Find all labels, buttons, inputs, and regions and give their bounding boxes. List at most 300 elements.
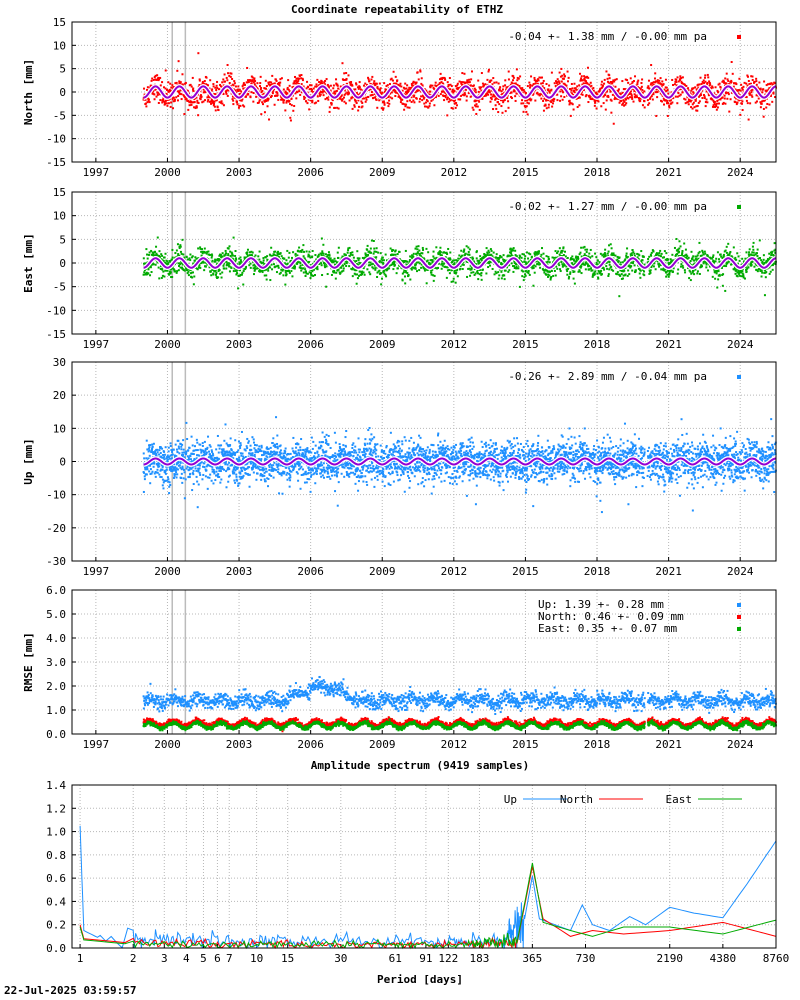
data-point	[718, 103, 720, 105]
data-point	[525, 92, 527, 94]
data-point	[706, 99, 708, 101]
data-point	[560, 270, 562, 272]
data-point	[218, 109, 220, 111]
data-point	[171, 84, 173, 86]
data-point	[672, 84, 674, 86]
data-point	[329, 111, 331, 113]
data-point	[403, 271, 405, 273]
data-point	[158, 267, 160, 269]
y-tick-label: -15	[46, 328, 66, 341]
data-point	[527, 272, 529, 274]
data-point	[422, 247, 424, 249]
data-point	[511, 262, 513, 264]
data-point	[395, 82, 397, 84]
data-point	[397, 267, 399, 269]
data-point	[262, 103, 264, 105]
data-point	[549, 261, 551, 263]
data-point	[674, 83, 676, 85]
data-point	[641, 78, 643, 80]
data-point	[143, 88, 145, 90]
data-point	[376, 247, 378, 249]
data-point	[489, 91, 491, 93]
data-point	[528, 270, 530, 272]
data-point	[639, 100, 641, 102]
data-point	[503, 254, 505, 256]
data-point	[454, 90, 456, 92]
data-point	[476, 257, 478, 259]
data-point	[489, 101, 491, 103]
data-point	[432, 255, 434, 257]
data-point	[468, 254, 470, 256]
data-point	[212, 274, 214, 276]
data-point	[487, 94, 489, 96]
data-point	[767, 83, 769, 85]
data-point	[457, 83, 459, 85]
data-point	[375, 256, 377, 258]
data-point	[170, 101, 172, 103]
data-point	[201, 248, 203, 250]
data-point	[641, 86, 643, 88]
data-point	[477, 272, 479, 274]
data-point	[435, 82, 437, 84]
data-point	[395, 76, 397, 78]
data-point	[274, 82, 276, 84]
data-point	[463, 248, 465, 250]
data-point	[226, 79, 228, 81]
x-tick-label: 2024	[726, 166, 754, 179]
data-point	[180, 246, 182, 248]
data-point	[680, 77, 682, 79]
data-point	[663, 83, 665, 85]
data-point	[498, 274, 500, 276]
data-point	[427, 251, 429, 253]
data-point	[304, 268, 306, 270]
data-point	[755, 80, 757, 82]
data-point	[393, 71, 395, 73]
data-point	[333, 270, 335, 272]
data-point	[385, 275, 387, 277]
data-point	[720, 87, 722, 89]
data-point	[164, 270, 166, 272]
data-point	[399, 83, 401, 85]
data-point	[430, 86, 432, 88]
data-point	[223, 268, 225, 270]
data-point	[540, 254, 542, 256]
data-point	[430, 262, 432, 264]
data-point	[372, 267, 374, 269]
data-point	[418, 250, 420, 252]
data-point	[277, 94, 279, 96]
data-point	[480, 274, 482, 276]
data-point	[260, 113, 262, 115]
data-point	[559, 90, 561, 92]
data-point	[424, 270, 426, 272]
data-point	[159, 256, 161, 258]
data-point	[578, 84, 580, 86]
data-point	[546, 255, 548, 257]
x-tick-label: 2015	[512, 338, 539, 351]
data-point	[217, 106, 219, 108]
data-point	[413, 95, 415, 97]
data-point	[440, 73, 442, 75]
data-point	[432, 259, 434, 261]
data-point	[373, 253, 375, 255]
data-point	[446, 253, 448, 255]
data-point	[442, 265, 444, 267]
data-point	[624, 88, 626, 90]
data-point	[161, 255, 163, 257]
data-point	[242, 284, 244, 286]
data-point	[497, 271, 499, 273]
data-point	[283, 258, 285, 260]
data-point	[266, 85, 268, 87]
data-point	[368, 80, 370, 82]
data-point	[541, 247, 543, 249]
data-point	[371, 91, 373, 93]
data-point	[171, 276, 173, 278]
data-point	[760, 106, 762, 108]
data-point	[471, 267, 473, 269]
data-point	[425, 248, 427, 250]
data-point	[393, 254, 395, 256]
data-point	[365, 101, 367, 103]
data-point	[175, 96, 177, 98]
y-tick-label: 15	[52, 186, 66, 199]
data-point	[648, 102, 650, 104]
data-point	[642, 104, 644, 106]
data-point	[514, 95, 516, 97]
data-point	[643, 90, 645, 92]
data-point	[446, 114, 448, 116]
data-point	[501, 112, 503, 114]
data-point	[707, 76, 709, 78]
data-point	[253, 77, 255, 79]
data-point	[149, 274, 151, 276]
data-point	[408, 274, 410, 276]
data-point	[229, 82, 231, 84]
data-point	[679, 75, 681, 77]
data-point	[359, 81, 361, 83]
data-point	[316, 79, 318, 81]
data-point	[232, 100, 234, 102]
data-point	[449, 252, 451, 254]
data-point	[644, 106, 646, 108]
data-point	[545, 274, 547, 276]
data-point	[311, 100, 313, 102]
data-point	[341, 62, 343, 64]
data-point	[548, 274, 550, 276]
data-point	[685, 85, 687, 87]
data-point	[429, 103, 431, 105]
data-point	[391, 78, 393, 80]
data-point	[705, 105, 707, 107]
data-point	[312, 250, 314, 252]
data-point	[516, 68, 518, 70]
data-point	[384, 104, 386, 106]
data-point	[225, 252, 227, 254]
data-point	[416, 82, 418, 84]
data-point	[477, 106, 479, 108]
data-point	[579, 97, 581, 99]
data-point	[233, 237, 235, 239]
data-point	[502, 85, 504, 87]
data-point	[314, 274, 316, 276]
data-point	[170, 106, 172, 108]
data-point	[262, 257, 264, 259]
data-point	[463, 81, 465, 83]
data-point	[505, 110, 507, 112]
data-point	[247, 249, 249, 251]
data-point	[179, 263, 181, 265]
data-point	[388, 267, 390, 269]
data-point	[550, 89, 552, 91]
data-point	[527, 85, 529, 87]
data-point	[158, 277, 160, 279]
data-point	[181, 98, 183, 100]
data-point	[511, 97, 513, 99]
data-point	[184, 270, 186, 272]
data-point	[203, 262, 205, 264]
data-point	[265, 88, 267, 90]
data-point	[151, 271, 153, 273]
data-point	[415, 248, 417, 250]
data-point	[413, 253, 415, 255]
data-point	[444, 79, 446, 81]
data-point	[406, 100, 408, 102]
data-point	[281, 255, 283, 257]
data-point	[671, 79, 673, 81]
data-point	[723, 102, 725, 104]
data-point	[346, 78, 348, 80]
data-point	[324, 80, 326, 82]
data-point	[210, 274, 212, 276]
data-point	[715, 105, 717, 107]
data-point	[707, 74, 709, 76]
data-point	[174, 252, 176, 254]
data-point	[633, 80, 635, 82]
data-point	[504, 99, 506, 101]
data-point	[556, 99, 558, 101]
data-point	[559, 72, 561, 74]
data-point	[192, 90, 194, 92]
data-point	[388, 100, 390, 102]
data-point	[434, 275, 436, 277]
data-point	[160, 84, 162, 86]
data-point	[446, 98, 448, 100]
data-point	[528, 82, 530, 84]
data-point	[166, 260, 168, 262]
data-point	[773, 93, 775, 95]
data-point	[219, 273, 221, 275]
data-point	[570, 90, 572, 92]
data-point	[216, 85, 218, 87]
data-point	[526, 251, 528, 253]
data-point	[312, 275, 314, 277]
data-point	[417, 71, 419, 73]
data-point	[562, 99, 564, 101]
data-point	[761, 103, 763, 105]
data-point	[280, 272, 282, 274]
data-point	[279, 82, 281, 84]
data-point	[643, 100, 645, 102]
data-point	[383, 107, 385, 109]
data-point	[302, 79, 304, 81]
x-tick-label: 2009	[368, 338, 396, 351]
data-point	[192, 255, 194, 257]
data-point	[266, 255, 268, 257]
data-point	[751, 76, 753, 78]
y-tick-label: -5	[52, 280, 66, 294]
data-point	[251, 82, 253, 84]
data-point	[307, 86, 309, 88]
data-point	[758, 98, 760, 100]
data-point	[533, 267, 535, 269]
data-point	[722, 97, 724, 99]
data-point	[242, 88, 244, 90]
data-point	[756, 100, 758, 102]
data-point	[260, 87, 262, 89]
data-point	[677, 76, 679, 78]
data-point	[356, 102, 358, 104]
data-point	[515, 100, 517, 102]
data-point	[158, 102, 160, 104]
data-point	[171, 249, 173, 251]
data-point	[392, 268, 394, 270]
data-point	[153, 93, 155, 95]
data-point	[391, 97, 393, 99]
data-point	[552, 102, 554, 104]
data-point	[148, 268, 150, 270]
data-point	[704, 97, 706, 99]
data-point	[289, 272, 291, 274]
data-point	[563, 96, 565, 98]
data-point	[259, 270, 261, 272]
data-point	[526, 105, 528, 107]
data-point	[350, 81, 352, 83]
data-point	[507, 100, 509, 102]
data-point	[728, 111, 730, 113]
x-tick-label: 2000	[154, 338, 181, 351]
data-point	[325, 286, 327, 288]
data-point	[472, 109, 474, 111]
data-point	[508, 78, 510, 80]
data-point	[397, 253, 399, 255]
data-point	[355, 100, 357, 102]
data-point	[515, 82, 517, 84]
data-point	[744, 82, 746, 84]
data-point	[677, 96, 679, 98]
data-point	[715, 86, 717, 88]
data-point	[471, 70, 473, 72]
data-point	[460, 95, 462, 97]
data-point	[658, 80, 660, 82]
data-point	[470, 84, 472, 86]
data-point	[738, 78, 740, 80]
data-point	[464, 93, 466, 95]
data-point	[196, 106, 198, 108]
data-point	[209, 254, 211, 256]
data-point	[416, 98, 418, 100]
x-tick-label: 1997	[82, 338, 110, 351]
data-point	[303, 251, 305, 253]
data-point	[453, 278, 455, 280]
data-point	[177, 99, 179, 101]
data-point	[700, 77, 702, 79]
data-point	[440, 93, 442, 95]
data-point	[572, 103, 574, 105]
data-point	[235, 259, 237, 261]
data-point	[378, 99, 380, 101]
data-point	[479, 109, 481, 111]
data-point	[374, 251, 376, 253]
spectrum-xlabel: Period [days]	[376, 973, 464, 986]
data-point	[236, 101, 238, 103]
data-point	[548, 106, 550, 108]
data-point	[280, 252, 282, 254]
data-point	[326, 78, 328, 80]
data-point	[535, 265, 537, 267]
data-point	[317, 100, 319, 102]
data-point	[173, 97, 175, 99]
data-point	[291, 104, 293, 106]
data-point	[487, 266, 489, 268]
data-point	[661, 80, 663, 82]
data-point	[318, 254, 320, 256]
data-point	[518, 85, 520, 87]
data-point	[300, 74, 302, 76]
data-point	[547, 261, 549, 263]
data-point	[254, 254, 256, 256]
data-point	[269, 267, 271, 269]
data-point	[193, 283, 195, 285]
data-point	[214, 87, 216, 89]
data-point	[706, 101, 708, 103]
data-point	[730, 98, 732, 100]
data-point	[252, 101, 254, 103]
data-point	[498, 103, 500, 105]
data-point	[392, 249, 394, 251]
data-point	[415, 268, 417, 270]
data-point	[657, 91, 659, 93]
data-point	[154, 98, 156, 100]
data-point	[654, 72, 656, 74]
plot-area	[22, 16, 789, 965]
data-point	[180, 93, 182, 95]
data-point	[728, 93, 730, 95]
data-point	[424, 105, 426, 107]
data-point	[501, 256, 503, 258]
data-point	[328, 251, 330, 253]
data-point	[579, 73, 581, 75]
data-point	[351, 251, 353, 253]
data-point	[716, 109, 718, 111]
data-point	[328, 257, 330, 259]
data-point	[357, 109, 359, 111]
data-point	[549, 92, 551, 94]
data-point	[486, 247, 488, 249]
data-point	[513, 247, 515, 249]
data-point	[359, 86, 361, 88]
data-point	[311, 89, 313, 91]
data-point	[703, 79, 705, 81]
data-point	[697, 105, 699, 107]
data-point	[169, 83, 171, 85]
data-point	[416, 270, 418, 272]
data-point	[259, 82, 261, 84]
data-point	[431, 85, 433, 87]
data-point	[510, 252, 512, 254]
data-point	[433, 104, 435, 106]
